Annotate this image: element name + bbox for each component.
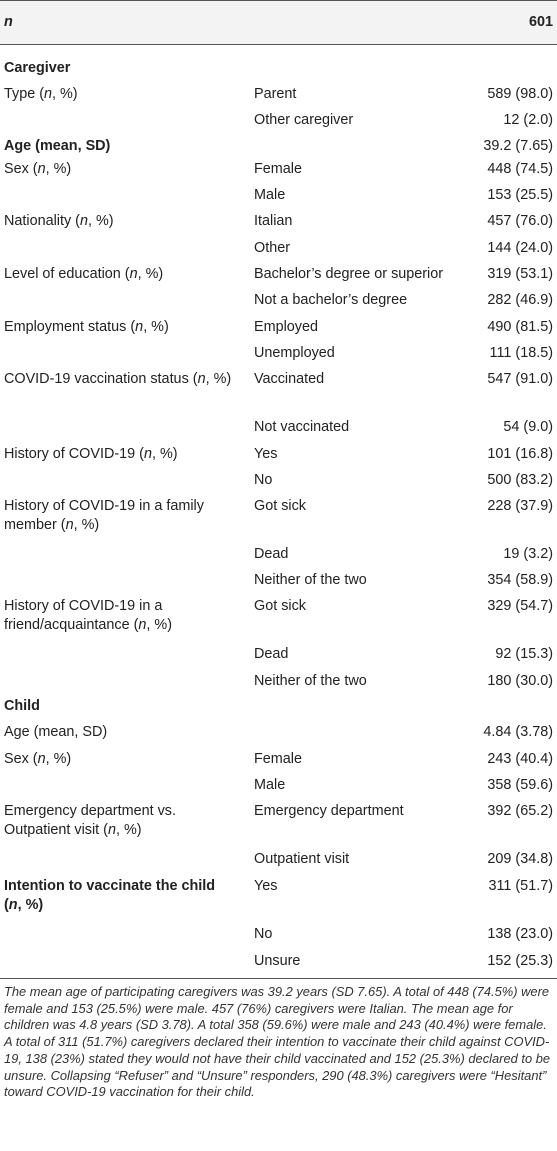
row-label-education: Level of education (n, %) — [4, 266, 164, 282]
row-value: 4.84 (3.78) — [483, 724, 553, 740]
row-category: Got sick — [254, 598, 306, 614]
row-category: Italian — [254, 213, 293, 229]
row-category: Emergency department — [254, 803, 404, 819]
row-value: 180 (30.0) — [487, 673, 553, 689]
row-value: 319 (53.1) — [487, 266, 553, 282]
row-label-employment: Employment status (n, %) — [4, 319, 169, 335]
row-value: 329 (54.7) — [487, 598, 553, 614]
header-rule — [0, 44, 557, 45]
row-category: Not vaccinated — [254, 419, 350, 435]
row-label-child-age: Age (mean, SD) — [4, 724, 108, 740]
row-value: 228 (37.9) — [487, 498, 553, 514]
table-footnote — [4, 984, 554, 1101]
row-category: Neither of the two — [254, 572, 367, 588]
header-n-value: 601 — [528, 14, 553, 30]
row-label-child-sex: Sex (n, %) — [4, 751, 72, 767]
row-value: 392 (65.2) — [487, 803, 553, 819]
row-category: No — [254, 472, 273, 488]
row-category: Female — [254, 161, 302, 177]
section-caregiver: Caregiver — [4, 60, 71, 76]
row-value: 153 (25.5) — [487, 187, 553, 203]
row-value: 19 (3.2) — [503, 546, 553, 562]
row-value: 490 (81.5) — [487, 319, 553, 335]
row-value: 111 (18.5) — [489, 345, 553, 361]
row-category: Bachelor’s degree or superior — [254, 266, 444, 282]
row-category: Yes — [254, 446, 278, 462]
row-value: 547 (91.0) — [487, 371, 553, 387]
row-value: 152 (25.3) — [487, 953, 553, 969]
row-value: 448 (74.5) — [487, 161, 553, 177]
row-value: 39.2 (7.65) — [483, 138, 553, 154]
row-value: 209 (34.8) — [487, 851, 553, 867]
row-category: Unemployed — [254, 345, 335, 361]
row-label-intention: Intention to vaccinate the child (n, %) — [4, 878, 216, 913]
row-category: Outpatient visit — [254, 851, 350, 867]
row-label-vaccination-status: COVID-19 vaccination status (n, %) — [4, 371, 232, 387]
footnote-paragraph: The mean age of participating caregivers was 39.2 years (SD 7.65). A total of 448 (74.5%) were female and 153 (25.5%) were male. 457 (76%) caregivers were Italian. The mean age for children was 4.8 years (SD 3.78). A total 358 (59.6%) were male and 243 (40.4%) were female. — [4, 984, 550, 1033]
row-category: No — [254, 926, 273, 942]
row-label-visit-type: Emergency department vs. Outpatient visit (n, %) — [4, 803, 176, 838]
table-header-band — [0, 0, 557, 44]
footnote-paragraph: A total of 311 (51.7%) caregivers declared their intention to vaccinate their child against COVID-19, 138 (23%) stated they would not have their child vaccinated and 152 (25.3%) declared to be unsure. Collapsing “Refuser” and “Unsure” responders, 290 (48.3%) caregivers were “Hesitant” toward COVID-19 vaccination for their child. — [4, 1034, 551, 1100]
row-value: 243 (40.4) — [487, 751, 553, 767]
section-child: Child — [4, 698, 40, 714]
row-value: 282 (46.9) — [487, 292, 553, 308]
row-value: 457 (76.0) — [487, 213, 553, 229]
row-category: Employed — [254, 319, 318, 335]
row-value: 354 (58.9) — [487, 572, 553, 588]
row-label-caregiver-sex: Sex (n, %) — [4, 161, 72, 177]
row-category: Other — [254, 240, 290, 256]
row-category: Yes — [254, 878, 278, 894]
row-category: Other caregiver — [254, 112, 354, 128]
row-category: Got sick — [254, 498, 306, 514]
row-category: Neither of the two — [254, 673, 367, 689]
row-value: 101 (16.8) — [487, 446, 553, 462]
top-rule — [0, 0, 557, 1]
row-label-caregiver-type: Type (n, %) — [4, 86, 78, 102]
row-label-family-history: History of COVID-19 in a family member (n, %) — [4, 498, 204, 533]
row-label-nationality: Nationality (n, %) — [4, 213, 114, 229]
row-value: 589 (98.0) — [487, 86, 553, 102]
row-category: Vaccinated — [254, 371, 325, 387]
row-value: 358 (59.6) — [487, 777, 553, 793]
row-value: 311 (51.7) — [488, 878, 553, 894]
row-value: 92 (15.3) — [495, 646, 553, 662]
row-value: 144 (24.0) — [487, 240, 553, 256]
row-value: 12 (2.0) — [503, 112, 553, 128]
row-value: 138 (23.0) — [487, 926, 553, 942]
row-value: 500 (83.2) — [487, 472, 553, 488]
row-category: Female — [254, 751, 302, 767]
row-value: 54 (9.0) — [503, 419, 553, 435]
row-category: Male — [254, 777, 286, 793]
row-category: Unsure — [254, 953, 301, 969]
row-category: Parent — [254, 86, 297, 102]
row-label-friend-history: History of COVID-19 in a friend/acquaintance (n, %) — [4, 598, 173, 633]
header-n-label: n — [4, 14, 13, 30]
row-label-covid-history: History of COVID-19 (n, %) — [4, 446, 178, 462]
row-label-caregiver-age: Age (mean, SD) — [4, 138, 111, 154]
row-category: Dead — [254, 546, 289, 562]
row-category: Male — [254, 187, 286, 203]
bottom-rule — [0, 978, 557, 979]
row-category: Not a bachelor’s degree — [254, 292, 408, 308]
row-category: Dead — [254, 646, 289, 662]
